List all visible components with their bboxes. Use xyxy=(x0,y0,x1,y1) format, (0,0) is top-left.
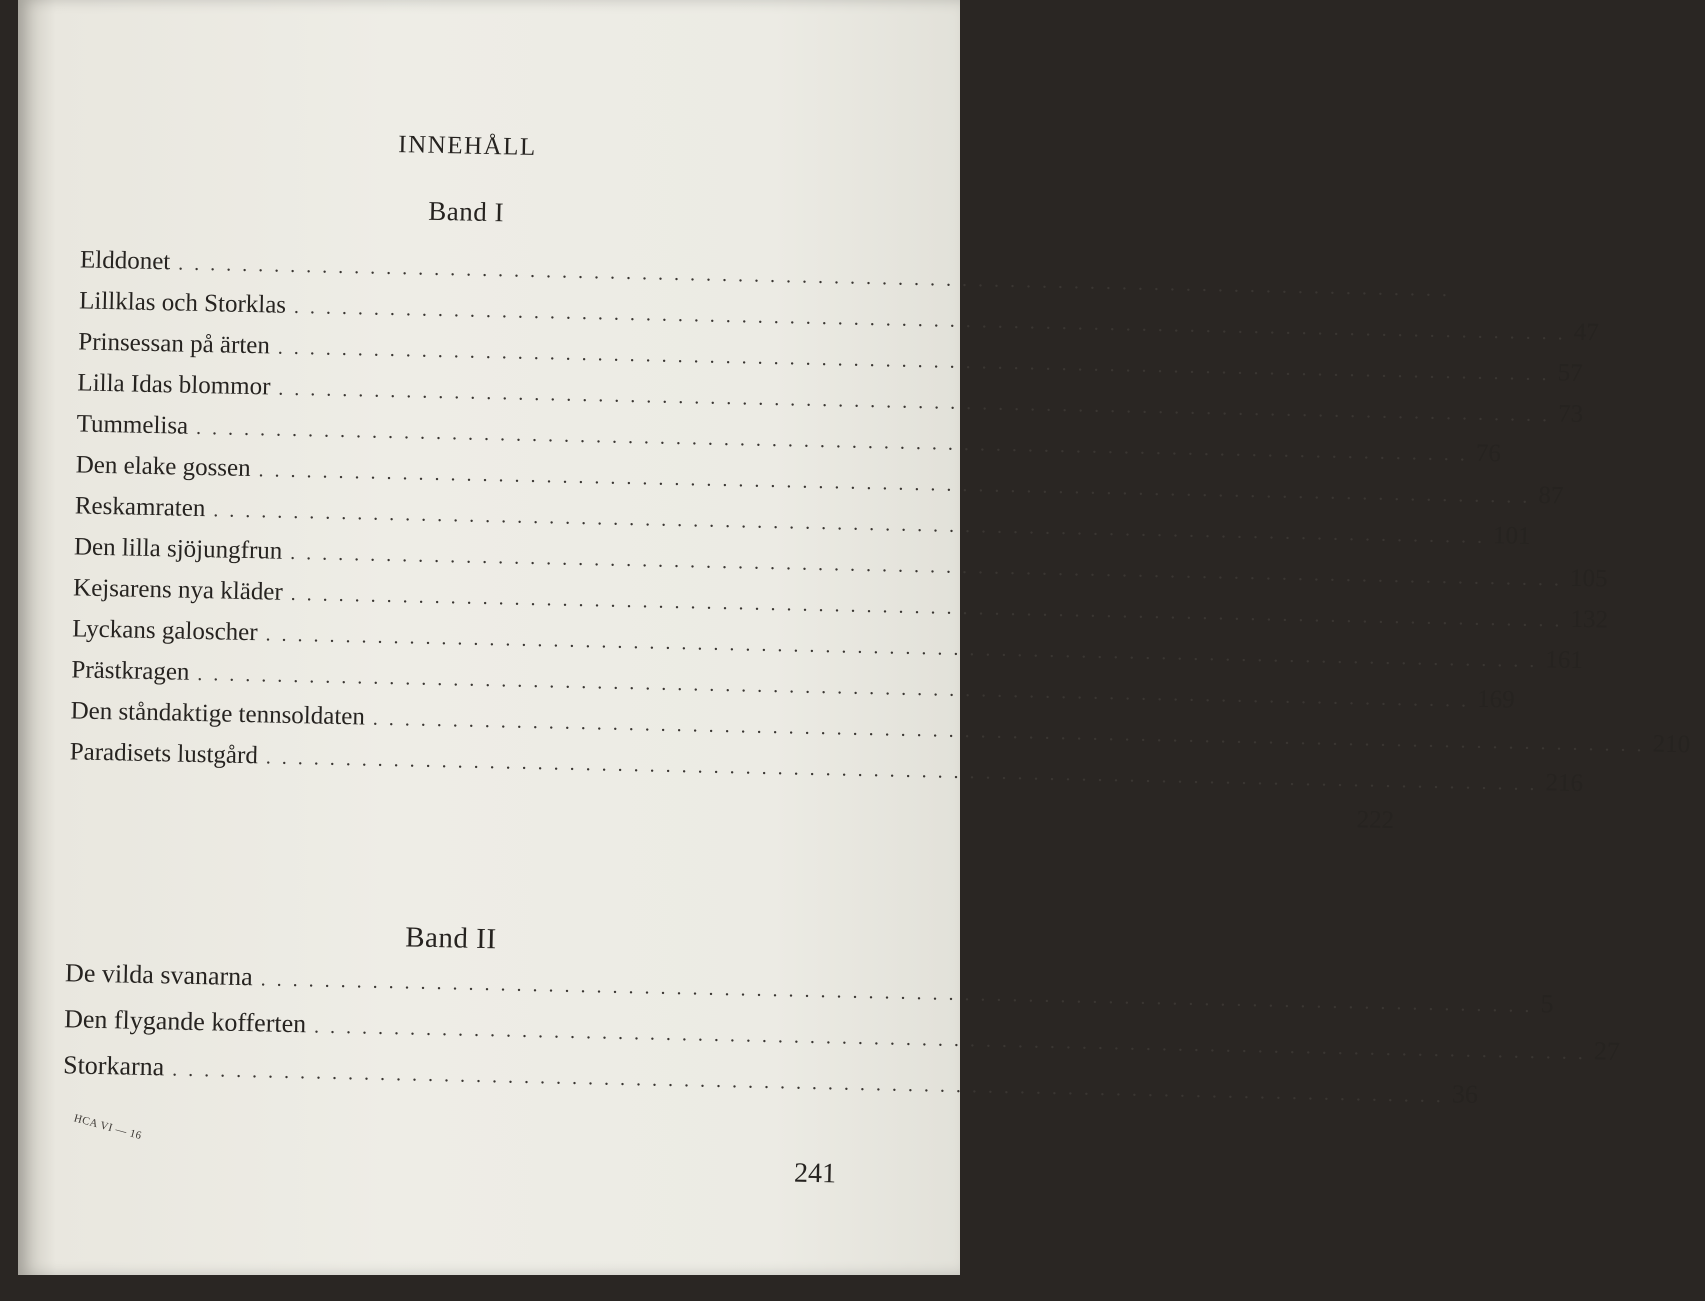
entry-page: 210 xyxy=(1644,730,1690,759)
entry-title: Den lilla sjöjungfrun xyxy=(74,533,291,566)
entry-title: Den ståndaktige tennsoldaten xyxy=(70,697,373,731)
entry-page: 222 xyxy=(1348,806,1394,835)
leader-dots: . . . . . . . . . . . . . . . . . . . . . . . . . . . . . . . . . . . . . . . . . . . . . . . . . . . . . . . . . . . . . . . . . . . . . . . . . . . . . . . . xyxy=(266,746,1538,796)
entry-page: 161 xyxy=(1537,646,1583,675)
entry-title: Prinsessan på ärten xyxy=(78,328,278,360)
entry-title: Lillklas och Storklas xyxy=(79,287,294,319)
entry-title: Tummelisa xyxy=(76,410,196,440)
entry-title: Den flygande kofferten xyxy=(64,1004,315,1039)
entry-page: 57 xyxy=(1549,359,1583,388)
leader-dots: . . . . . . . . . . . . . . . . . . . . . . . . . . . . . . . . . . . . . . . . . . . . . . . . . . . . . . . . . . . . . . . . . . . . . . . . . . . . . . . . xyxy=(213,499,1485,549)
entry-page: 47 xyxy=(1565,319,1599,348)
entry-page: 73 xyxy=(1550,400,1584,429)
leader-dots: . . . . . . . . . . . . . . . . . . . . . . . . . . . . . . . . . . . . . . . . . . . . . . . . . . . . . . . . . . . . . . . . . . . . . . . . . . . . . . . . xyxy=(290,583,1562,633)
leader-dots: . . . . . . . . . . . . . . . . . . . . . . . . . . . . . . . . . . . . . . . . . . . . . . . . . . . . . . . . . . . . . . . . . . . . . . . . . . . . . . . . xyxy=(260,968,1532,1018)
entry-title: Prästkragen xyxy=(71,656,198,687)
toc-band-1 xyxy=(68,246,850,836)
entry-page: 169 xyxy=(1469,686,1515,715)
toc-band-2 xyxy=(63,958,836,1112)
entry-title: De vilda svanarna xyxy=(65,958,261,992)
entry-title: Lyckans galoscher xyxy=(72,615,266,647)
page-content xyxy=(4,0,972,1286)
entry-page: 76 xyxy=(1468,440,1502,469)
leader-dots: . . . . . . . . . . . . . . . . . . . . . . . . . . . . . . . . . . . . . . . . . . . . . . . . . . . . . . . . . . . . . . . . . . . . . . . . . . . . . . . . xyxy=(172,1059,1444,1109)
entry-page: 36 xyxy=(1444,1079,1479,1110)
entry-page: 5 xyxy=(1532,989,1554,1019)
band-2-heading: Band II xyxy=(11,913,891,964)
entry-page: 216 xyxy=(1537,769,1583,798)
entry-title: Kejsarens nya kläder xyxy=(73,574,291,607)
entry-title: Den elake gossen xyxy=(75,451,258,483)
leader-dots: . . . . . . . . . . . . . . . . . . . . . . . . . . . . . . . . . . . . . . . . . . . . . . . . . . . . . . . . . . . . . . . . . . . . . . . . . . . . . . . . xyxy=(258,459,1530,509)
leader-dots: . . . . . . . . . . . . . . . . . . . . . . . . . . . . . . . . . . . . . . . . . . . . . . . . . . . . . . . . . . . . . . . . . . . . . . . . . . . . . . . . xyxy=(373,708,1645,758)
leader-dots: . . . . . . . . . . . . . . . . . . . . . . . . . . . . . . . . . . . . . . . . . . . . . . . . . . . . . . . . . . . . . . . . . . . . . . . . . . . . . . . . xyxy=(197,663,1469,713)
entry-page: 87 xyxy=(1530,482,1564,511)
entry-title: Storkarna xyxy=(63,1050,173,1082)
band-1-heading: Band I xyxy=(26,187,906,236)
book-page xyxy=(18,0,960,1275)
entry-title: Reskamraten xyxy=(75,492,214,523)
entry-title: Elddonet xyxy=(80,246,179,276)
entry-title: Paradisets lustgård xyxy=(69,738,266,770)
leader-dots: . . . . . . . . . . . . . . . . . . . . . . . . . . . . . . . . . . . . . . . . . . . . . . . . . . . . . . . . . . . . . . . . . . . . . . . . . . . . . . . . xyxy=(314,1016,1586,1066)
leader-dots: . . . . . . . . . . . . . . . . . . . . . . . . . . . . . . . . . . . . . . . . . . . . . . . . . . . . . . . . . . . . . . . . . . . . . . . . . . . . . . . . xyxy=(265,623,1537,673)
leader-dots: . . . . . . . . . . . . . . . . . . . . . . . . . . . . . . . . . . . . . . . . . . . . . . . . . . . . . . . . . . . . . . . . . . . . . . . . . . . . . . . . xyxy=(278,337,1550,387)
leader-dots: . . . . . . . . . . . . . . . . . . . . . . . . . . . . . . . . . . . . . . . . . . . . . . . . . . . . . . . . . . . . . . . . . . . . . . . . . . . . . . . . xyxy=(290,542,1562,592)
entry-page: 105 xyxy=(1562,565,1608,594)
leader-dots: . . . . . . . . . . . . . . . . . . . . . . . . . . . . . . . . . . . . . . . . . . . . . . . . . . . . . . . . . . . . . . . . . . . . . . . . . . . . . . . . xyxy=(178,252,1450,302)
entry-page: 132 xyxy=(1562,606,1608,635)
leader-dots: . . . . . . . . . . . . . . . . . . . . . . . . . . . . . . . . . . . . . . . . . . . . . . . . . . . . . . . . . . . . . . . . . . . . . . . . . . . . . . . . xyxy=(278,378,1550,428)
leader-dots: . . . . . . . . . . . . . . . . . . . . . . . . . . . . . . . . . . . . . . . . . . . . . . . . . . . . . . . . . . . . . . . . . . . . . . . . . . . . . . . . xyxy=(294,296,1566,346)
contents-heading: INNEHÅLL xyxy=(27,123,907,169)
signature-mark: HCA VI — 16 xyxy=(73,1112,143,1142)
page-number: 241 xyxy=(766,1157,837,1190)
leader-dots: . . . . . . . . . . . . . . . . . . . . . . . . . . . . . . . . . . . . . . . . . . . . . . . . . . . . . . . . . . . . . . . . . . . . . . . . . . . . . . . . xyxy=(196,417,1468,467)
entry-page: 27 xyxy=(1586,1036,1621,1067)
entry-page: 101 xyxy=(1485,522,1531,551)
entry-title: Lilla Idas blommor xyxy=(77,369,279,401)
